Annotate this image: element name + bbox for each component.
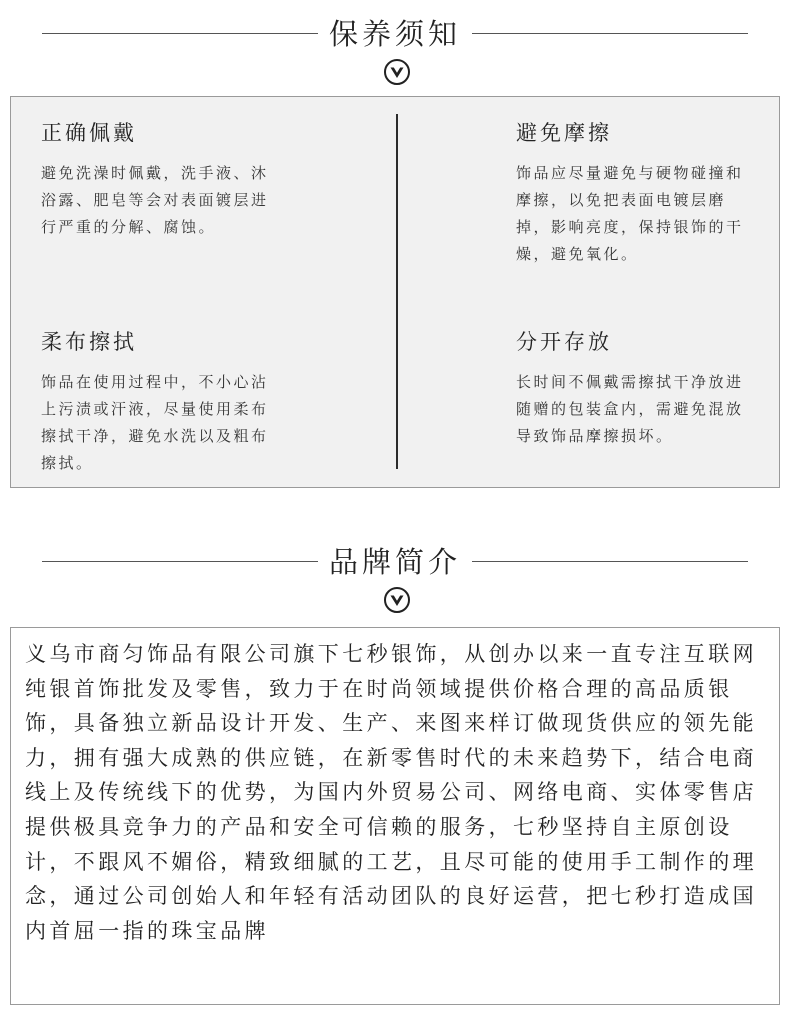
care-tip-wearing <box>41 118 281 241</box>
care-tips-panel <box>10 96 780 488</box>
header-rule-left <box>42 33 318 34</box>
brand-intro-panel <box>10 627 780 1005</box>
care-section-header <box>0 14 790 54</box>
brand-section-header <box>0 542 790 582</box>
care-tip-storage <box>516 327 756 450</box>
header-rule-left <box>42 561 318 562</box>
care-section-title: 保养须知 <box>328 17 461 51</box>
care-tip-heading: 柔布擦拭 <box>41 330 137 354</box>
care-tip-heading: 避免摩擦 <box>516 121 612 145</box>
care-tip-text: 长时间不佩戴需擦拭干净放进随赠的包装盒内，需避免混放导致饰品摩擦损坏。 <box>516 373 744 445</box>
care-tip-text: 避免洗澡时佩戴，洗手液、沐浴露、肥皂等会对表面镀层进行严重的分解、腐蚀。 <box>41 164 269 236</box>
care-tip-wiping <box>41 327 281 477</box>
brand-intro-text: 义乌市商匀饰品有限公司旗下七秒银饰，从创办以来一直专注互联网纯银首饰批发及零售，致力于在时尚领域提供价格合理的高品质银饰，具备独立新品设计开发、生产、来图来样订做现货供应的领先能力，拥有强大成熟的供应链，在新零售时代的未来趋势下，结合电商线上及传统线下的优势，为国内外贸易公司、网络电商、实体零售店提供极具竞争力的产品和安全可信赖的服务，七秒坚持自主原创设计，不跟风不媚俗，精致细腻的工艺，且尽可能的使用手工制作的理念，通过公司创始人和年轻有活动团队的良好运营，把七秒打造成国内首屈一指的珠宝品牌 <box>25 642 757 943</box>
care-tip-heading: 分开存放 <box>516 330 612 354</box>
care-tip-heading: 正确佩戴 <box>41 121 137 145</box>
chevron-down-circle-icon <box>383 586 411 614</box>
care-tip-text: 饰品在使用过程中，不小心沾上污渍或汗液，尽量使用柔布擦拭干净，避免水洗以及粗布擦拭。 <box>41 373 269 472</box>
care-divider <box>396 114 398 469</box>
care-tip-friction <box>516 118 756 268</box>
header-rule-right <box>472 561 748 562</box>
chevron-down-circle-icon <box>383 58 411 86</box>
brand-section-title: 品牌简介 <box>328 545 461 579</box>
care-tip-text: 饰品应尽量避免与硬物碰撞和摩擦，以免把表面电镀层磨掉，影响亮度，保持银饰的干燥，避免氧化。 <box>516 164 744 263</box>
header-rule-right <box>472 33 748 34</box>
